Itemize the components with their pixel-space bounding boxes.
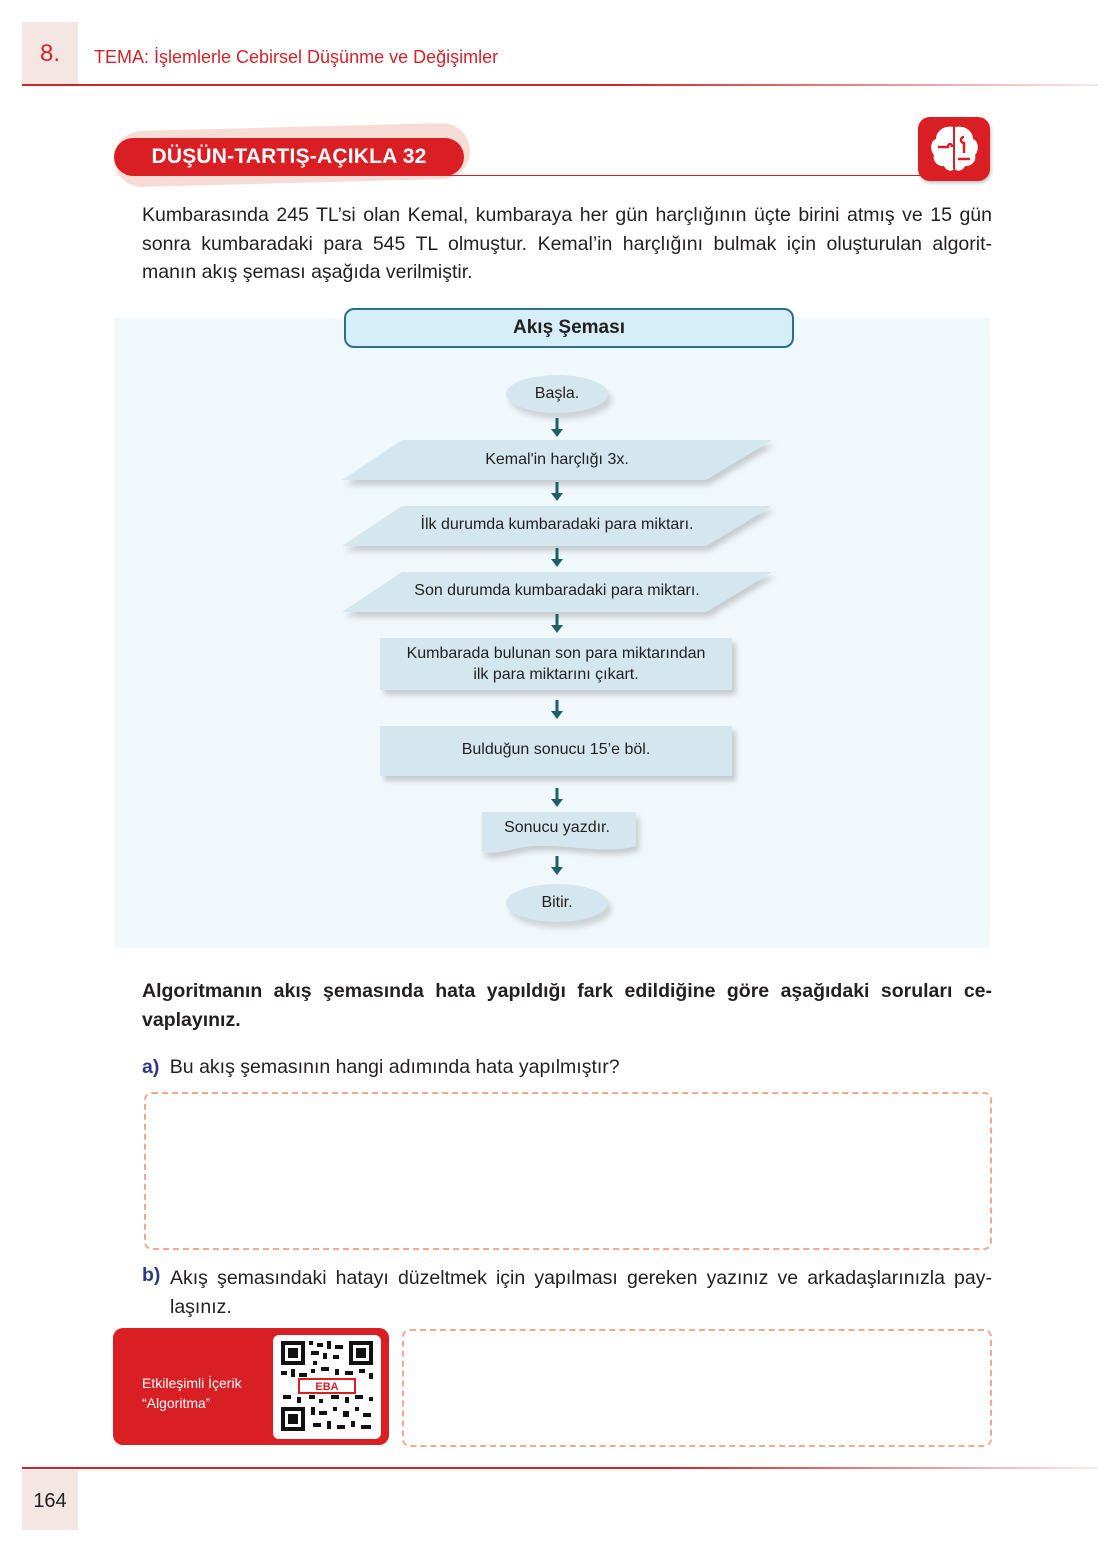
- input-label-2: İlk durumda kumbaradaki para miktarı.: [420, 516, 694, 533]
- end-label: Bitir.: [541, 894, 573, 911]
- problem-line: manın akış şeması aşağıda verilmiştir.: [142, 261, 473, 283]
- header-divider: [22, 84, 1098, 86]
- problem-line: sonra kumbaradaki para 545 TL olmuştur. Kemal’in harçlığını bulmak için oluşturulan algorit-: [142, 232, 992, 255]
- brain-puzzle-icon: [918, 117, 990, 181]
- arrow-down-icon: [551, 700, 563, 719]
- question-b: [142, 1264, 160, 1287]
- qr-code-icon[interactable]: [273, 1335, 381, 1439]
- arrow-down-icon: [551, 614, 563, 633]
- problem-line: Kumbarasında 245 TL’si olan Kemal, kumbaraya her gün harçlığının üçte birini atmış ve 15 gün: [142, 204, 992, 226]
- answer-box-a[interactable]: [144, 1092, 992, 1250]
- interactive-content-label: [142, 1373, 242, 1413]
- question-b-line1: Akış şemasındaki hatayı düzeltmek için yapılması gereken yazınız ve arkadaşlarınızla pay-: [170, 1267, 992, 1289]
- questions-intro: [142, 977, 992, 1035]
- section-title: DÜŞÜN-TARTIŞ-AÇIKLA 32: [151, 145, 427, 168]
- interactive-line1: Etkileşimli İçerik: [142, 1375, 242, 1391]
- answer-box-b[interactable]: [402, 1329, 992, 1447]
- process-label-1-line2: ilk para miktarını çıkart.: [473, 666, 639, 683]
- grade-number: 8.: [39, 40, 60, 67]
- arrow-down-icon: [551, 788, 563, 807]
- interactive-line2: “Algoritma”: [142, 1395, 211, 1411]
- process-label-2: Bulduğun sonucu 15’e böl.: [461, 741, 651, 758]
- arrow-down-icon: [551, 548, 563, 567]
- question-a-text: Bu akış şemasının hangi adımında hata yapılmıştır?: [169, 1056, 620, 1078]
- theme-title: TEMA: İşlemlerle Cebirsel Düşünme ve Değişimler: [94, 47, 499, 67]
- process-label-1-line1: Kumbarada bulunan son para miktarından: [406, 645, 706, 662]
- banner-underline: [440, 175, 920, 176]
- page-number: 164: [33, 1490, 67, 1512]
- arrow-down-icon: [551, 418, 563, 437]
- qr-logo: EBA: [315, 1381, 339, 1393]
- arrow-down-icon: [551, 482, 563, 501]
- problem-text: [142, 201, 992, 287]
- input-label-3: Son durumda kumbaradaki para miktarı.: [414, 582, 700, 599]
- input-label-1: Kemal'in harçlığı 3x.: [485, 451, 629, 468]
- question-b-text: [170, 1264, 992, 1322]
- flow-arrows: [540, 410, 580, 890]
- flowchart-title: Akış Şeması: [513, 317, 625, 338]
- question-a: [142, 1056, 620, 1079]
- start-label: Başla.: [534, 385, 580, 402]
- question-b-line2: laşınız.: [170, 1296, 232, 1318]
- footer-divider: [22, 1467, 1098, 1469]
- question-a-label: a): [142, 1056, 160, 1078]
- questions-intro-line: vaplayınız.: [142, 1009, 241, 1031]
- arrow-down-icon: [551, 856, 563, 875]
- questions-intro-line: Algoritmanın akış şemasında hata yapıldığı fark edildiğine göre aşağıdaki soruları ce-: [142, 980, 992, 1002]
- output-label: Sonucu yazdır.: [504, 819, 610, 836]
- question-b-label: b): [142, 1264, 161, 1286]
